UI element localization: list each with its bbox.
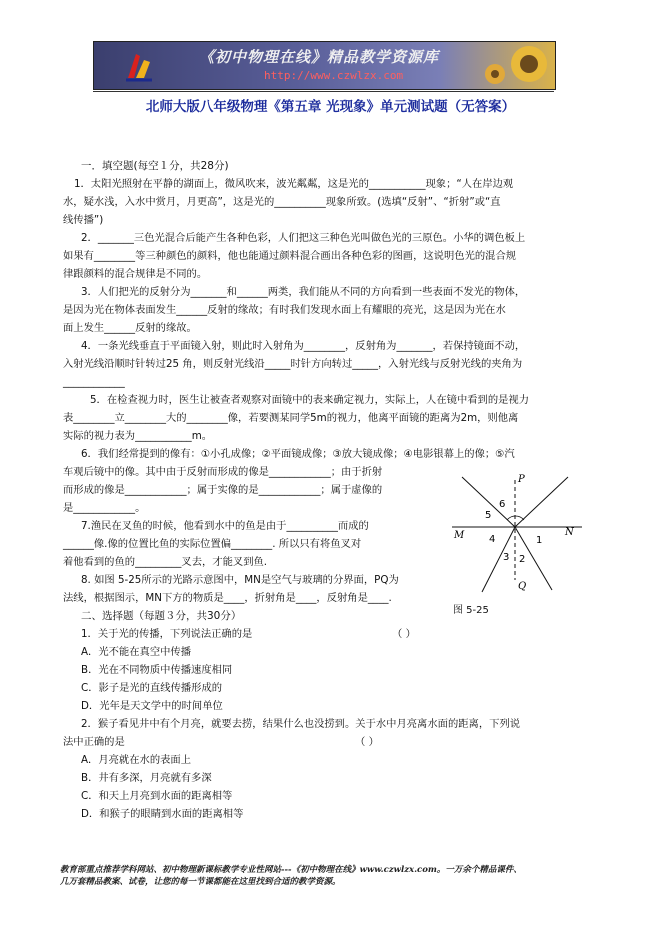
section-heading-choice: 二、选择题（每题３分，共30分）: [81, 610, 242, 622]
label-angle-1: 1: [536, 535, 543, 546]
q6-line-4: 是____________。: [63, 502, 146, 514]
q1-line-1: 1．太阳光照射在平静的湖面上，微风吹来，波光粼粼，这是光的___________现象；“人在岸边观: [74, 178, 514, 190]
figure-caption: 图 5-25: [453, 605, 489, 616]
q6-line-2: 车观后镜中的像。其中由于反射而形成的像是____________；由于折射: [63, 466, 383, 478]
q4-line-3: ____________: [63, 376, 125, 388]
mc2-question-line-2: 法中正确的是: [63, 736, 125, 748]
footer-line-2: 几万套精品教案、试卷，让您的每一节课都能在这里找到合适的教学资源。: [60, 877, 341, 887]
q8-line-2: 法线，根据图示，MN下方的物质是____，折射角是____，反射角是____.: [63, 592, 392, 604]
q5-line-2: 表________立________大的________像，若要测某同学5m的视力，他离平面镜的距离为2m，则他离: [63, 412, 519, 424]
mc1-option-a: A．光不能在真空中传播: [81, 646, 192, 658]
ray-lower-left: [482, 527, 515, 592]
q2-line-1: 2．_______三色光混合后能产生各种色彩，人们把这三种色光叫做色光的三原色。小华的调色板上: [81, 232, 526, 244]
q2-line-2: 如果有________等三种颜色的颜料，他也能通过颜料混合画出各种色彩的图画，这说明色光的混合规: [63, 250, 517, 262]
site-banner: [93, 41, 556, 90]
label-angle-4: 4: [489, 534, 496, 545]
banner-title: 《初中物理在线》精品教学资源库: [199, 48, 440, 66]
q7-line-2: ______像.像的位置比鱼的实际位置偏________. 所以只有将鱼叉对: [63, 538, 362, 550]
mc2-option-a: A．月亮就在水的表面上: [81, 754, 192, 766]
footer-line-1: 教育部重点推荐学科网站、初中物理新课标教学专业性网站---《初中物理在线》www.czwlzx.com。一万余个精品课件、: [60, 865, 522, 875]
mc2-option-d: D．和猴子的眼睛到水面的距离相等: [81, 808, 244, 820]
mc2-option-c: C．和天上月亮到水面的距离相等: [81, 790, 233, 802]
label-angle-6: 6: [499, 499, 506, 510]
q3-line-2: 是因为光在物体表面发生______反射的缘故；有时我们发现水面上有耀眼的亮光，这是因为光在水: [63, 304, 506, 316]
header-rule: [93, 91, 554, 92]
mc2-question-line-1: 2．猴子看见井中有个月亮，就要去捞，结果什么也没捞到。关于水中月亮离水面的距离，下列说: [81, 718, 521, 730]
logo-icon: [124, 48, 154, 82]
label-p: P: [518, 474, 525, 485]
q6-line-3: 而形成的像是____________；属于实像的是____________；属于虚像的: [63, 484, 383, 496]
document-title: 北师大版八年级物理《第五章 光现象》单元测试题（无答案）: [145, 99, 516, 115]
sunflower-icon: [481, 44, 551, 86]
mc1-option-d: D．光年是天文学中的时间单位: [81, 700, 223, 712]
q7-line-3: 着他看到的鱼的_________叉去，才能叉到鱼.: [63, 556, 268, 568]
label-n: N: [565, 527, 574, 538]
label-angle-2: 2: [519, 554, 526, 565]
label-angle-3: 3: [503, 552, 510, 563]
q7-line-1: 7.渔民在叉鱼的时候，他看到水中的鱼是由于__________而成的: [81, 520, 369, 532]
label-m: M: [454, 530, 465, 541]
mc1-question: 1．关于光的传播，下列说法正确的是: [81, 628, 253, 640]
label-q: Q: [518, 581, 527, 592]
q1-line-3: 线传播”): [63, 214, 104, 226]
banner-url: http://www.czwlzx.com: [264, 69, 404, 82]
q8-line-1: 8. 如图 5-25所示的光路示意图中，MN是空气与玻璃的分界面，PQ为: [81, 574, 399, 586]
q6-line-1: 6．我们经常提到的像有：①小孔成像；②平面镜成像；③放大镜成像；④电影银幕上的像；⑤汽: [81, 448, 515, 460]
q5-line-1: 5．在检查视力时，医生让被查者观察对面镜中的表来确定视力，实际上，人在镜中看到的是视力: [90, 394, 530, 406]
q5-line-3: 实际的视力表为___________m。: [63, 430, 213, 442]
mc1-answer-bracket: （ ）: [392, 628, 416, 640]
q2-line-3: 律跟颜料的混合规律是不同的。: [63, 268, 208, 280]
q4-line-2: 入射光线沿顺时针转过25 角，则反射光线沿_____时针方向转过_____，入射光线与反射光线的夹角为: [63, 358, 523, 370]
section-heading-fill: 一．填空题(每空１分，共28分): [81, 160, 229, 172]
footer: [60, 864, 522, 888]
label-angle-5: 5: [485, 510, 492, 521]
mc2-answer-bracket: （ ）: [355, 736, 379, 748]
q1-line-2: 水，疑水浅，入水中赏月，月更高”，这是光的__________现象所致。(选填“反射”、“折射”或“直: [63, 196, 501, 208]
mc1-option-b: B．光在不同物质中传播速度相同: [81, 664, 233, 676]
q4-line-1: 4．一条光线垂直于平面镜入射，则此时入射角为________，反射角为_______，若保持镜面不动，: [81, 340, 526, 352]
mc1-option-c: C．影子是光的直线传播形成的: [81, 682, 223, 694]
mc2-option-b: B．井有多深，月亮就有多深: [81, 772, 212, 784]
q3-line-1: 3．人们把光的反射分为_______和______两类，我们能从不同的方向看到一些表面不发光的物体，: [81, 286, 526, 298]
q3-line-3: 面上发生______反射的缘故。: [63, 322, 197, 334]
